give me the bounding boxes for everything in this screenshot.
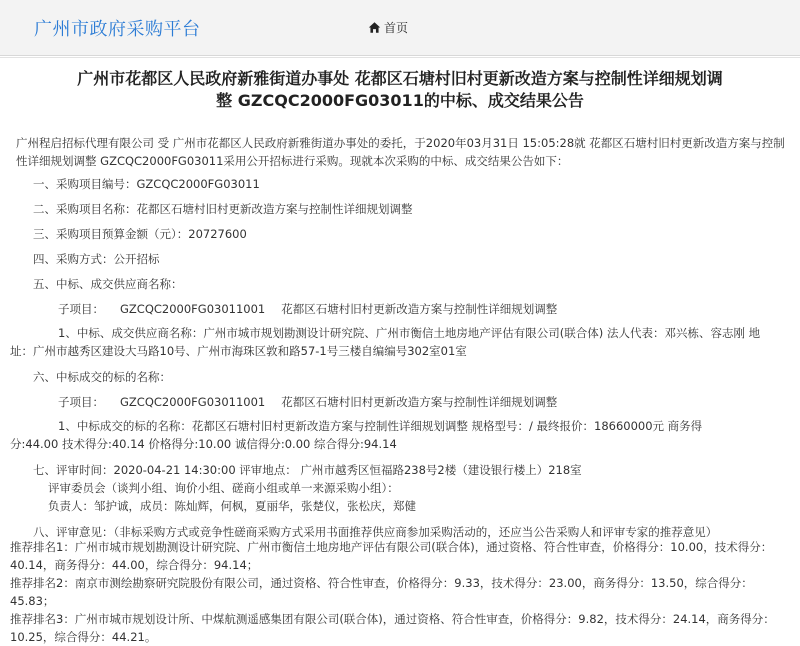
subproject-label: 子项目： <box>58 395 104 409</box>
subproject-name: 花都区石塘村旧村更新改造方案与控制性详细规划调整 <box>281 395 558 409</box>
subproject-label: 子项目： <box>58 302 104 316</box>
section-7-committee: 评审委员会（谈判小组、询价小组、磋商小组或单一来源采购小组）： <box>48 481 399 495</box>
recommendation-ranking <box>10 538 790 646</box>
section-6-heading: 六、中标成交的标的名称： <box>33 370 171 384</box>
section-6-item-line2: 分:44.00 技术得分:40.14 价格得分:10.00 诚信得分:0.00 综合得分:94.14 <box>10 437 397 451</box>
rank-3-line2: 10.25，综合得分：44.21。 <box>10 630 157 644</box>
notice-title <box>10 68 790 112</box>
section-1-project-code: 一、采购项目编号：GZCQC2000FG03011 <box>33 177 260 191</box>
home-label: 首页 <box>384 21 409 35</box>
subproject-code: GZCQC2000FG03011001 <box>120 302 266 316</box>
rank-3-line1: 推荐排名3：广州市城市规划设计所、中煤航测遥感集团有限公司(联合体)，通过资格、符合性审查，价格得分：9.82，技术得分：24.14，商务得分： <box>10 612 775 626</box>
section-3-budget: 三、采购项目预算金额（元）：20727600 <box>33 227 247 241</box>
top-header <box>0 0 800 56</box>
rank-2: 推荐排名2：南京市测绘勘察研究院股份有限公司，通过资格、符合性审查，价格得分：9.33，技术得分：23.00，商务得分：13.50，综合得分：45.83； <box>10 576 753 608</box>
section-2-project-name: 二、采购项目名称：花都区石塘村旧村更新改造方案与控制性详细规划调整 <box>33 202 413 216</box>
section-4-method: 四、采购方式：公开招标 <box>33 252 160 266</box>
section-6-subproject <box>58 393 557 411</box>
rank-1-line2: 40.14，商务得分：44.00，综合得分：94.14； <box>10 558 259 572</box>
home-link[interactable] <box>368 19 408 36</box>
intro-paragraph: 广州程启招标代理有限公司 受 广州市花都区人民政府新雅街道办事处的委托，于2020年03月31日 15:05:28就 花都区石塘村旧村更新改造方案与控制性详细规划调整 GZCQC2000FG03011采用公开招标进行采购。现就本次采购的中标、成交结果公告如下： <box>16 136 785 168</box>
subproject-name: 花都区石塘村旧村更新改造方案与控制性详细规划调整 <box>281 302 558 316</box>
notice-title-line2: 整 GZCQC2000FG03011的中标、成交结果公告 <box>216 91 584 110</box>
section-5-supplier-line1: 1、中标、成交供应商名称：广州市城市规划勘测设计研究院、广州市衡信土地房地产评估有限公司(联合体) 法人代表：邓兴栋、容志刚 地 <box>58 326 761 340</box>
section-5-supplier-line2: 址：广州市越秀区建设大马路10号、广州市海珠区敦和路57-1号三楼自编编号302室01室 <box>10 344 467 358</box>
notice-title-line1: 广州市花都区人民政府新雅街道办事处 花都区石塘村旧村更新改造方案与控制性详细规划调 <box>77 69 723 88</box>
rank-1-line1: 推荐排名1：广州市城市规划勘测设计研究院、广州市衡信土地房地产评估有限公司(联合体)，通过资格、符合性审查，价格得分：10.00，技术得分： <box>10 540 773 554</box>
subproject-code: GZCQC2000FG03011001 <box>120 395 266 409</box>
section-5-subproject <box>58 300 557 318</box>
site-title[interactable]: 广州市政府采购平台 <box>34 19 201 40</box>
section-5-heading: 五、中标、成交供应商名称： <box>33 277 183 291</box>
section-6-item-line1: 1、中标成交的标的名称：花都区石塘村旧村更新改造方案与控制性详细规划调整 规格型号：/ 最终报价：18660000元 商务得 <box>58 419 703 433</box>
section-7-members: 负责人：邹护诚，成员：陈灿辉，何枫，夏丽华，张楚仪，张松庆，郑健 <box>48 499 416 513</box>
section-8-opinion: 八、评审意见：（非标采购方式或竞争性磋商采购方式采用书面推荐供应商参加采购活动的，还应当公告采购人和评审专家的推荐意见） <box>33 525 718 539</box>
section-7-review-time: 七、评审时间：2020-04-21 14:30:00 评审地点： 广州市越秀区恒福路238号2楼（建设银行楼上）218室 <box>33 463 582 477</box>
home-icon <box>368 21 381 34</box>
